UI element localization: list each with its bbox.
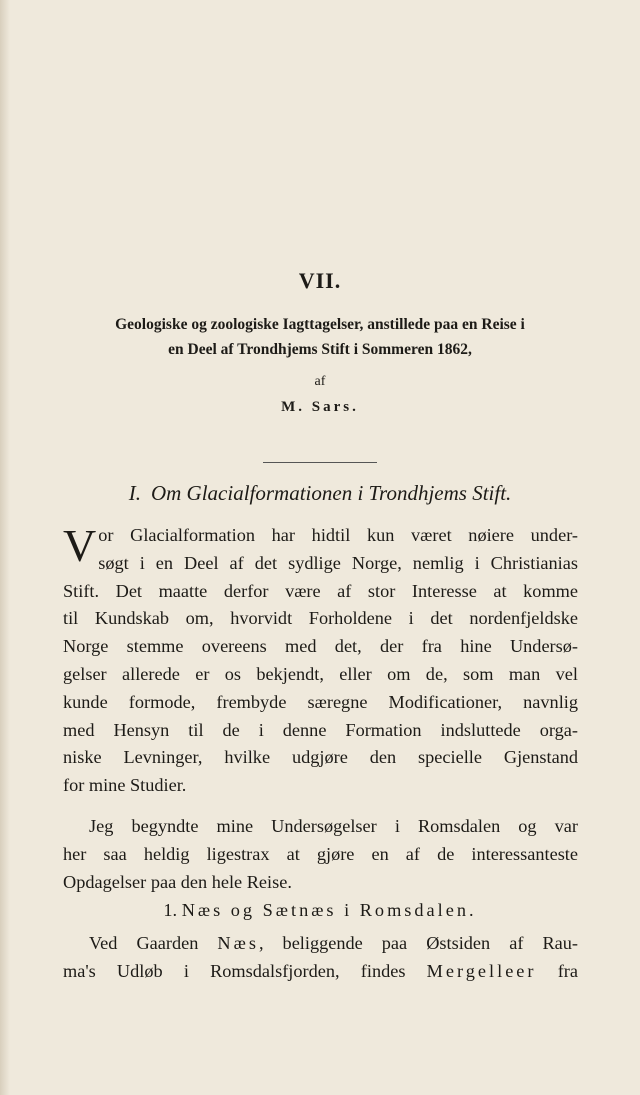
text-line: Norge stemme overeens med det, der fra hine Undersø- xyxy=(63,636,578,657)
text-line: til Kundskab om, hvorvidt Forholdene i det nordenfjeldske xyxy=(63,608,578,629)
subsection-title: Næs og Sætnæs i Romsdalen. xyxy=(181,900,477,920)
subsection-heading xyxy=(0,900,640,921)
text-line: Jeg begyndte mine Undersøgelser i Romsdalen og var xyxy=(89,816,578,836)
emphasized-term: Næs xyxy=(217,933,259,953)
text-line: søgt i en Deel af det sydlige Norge, nemlig i Christianias xyxy=(98,552,578,573)
text-fragment: fra xyxy=(536,960,578,981)
text-line: gelser allerede er os bekjendt, eller om de, som man vel xyxy=(63,663,578,684)
section-title: Om Glacialformationen i Trondhjems Stift. xyxy=(150,481,512,505)
text-line: niske Levninger, hvilke udgjøre den specielle Gjenstand xyxy=(63,747,578,768)
page-binding-shadow xyxy=(0,0,10,1095)
byline: af xyxy=(314,374,326,389)
text-line: her saa heldig ligestrax at gjøre en af de interessanteste xyxy=(63,843,578,864)
text-line xyxy=(63,958,578,986)
paragraph-2 xyxy=(63,813,578,896)
text-line: or Glacialformation har hidtil kun været nøiere under- xyxy=(98,525,578,545)
chapter-number: VII. xyxy=(298,268,342,293)
article-title-line-2: en Deel af Trondhjems Stift i Sommeren 1862, xyxy=(168,341,472,358)
paragraph-3 xyxy=(63,930,578,986)
section-number: I. xyxy=(128,481,141,505)
text-line: kunde formode, frembyde særegne Modificationer, navnlig xyxy=(63,691,578,712)
paragraph-1 xyxy=(63,522,578,800)
article-title-line-1: Geologiske og zoologiske Iagttagelser, anstillede paa en Reise i xyxy=(115,316,525,333)
subsection-number: 1. xyxy=(163,900,178,920)
author-name: M. Sars. xyxy=(281,399,359,415)
text-fragment: Ved Gaarden xyxy=(89,933,218,953)
text-fragment: , beliggende paa Østsiden af Rau- xyxy=(258,933,578,953)
text-line: Opdagelser paa den hele Reise. xyxy=(63,871,292,892)
separator-rule xyxy=(263,462,377,463)
text-line: Stift. Det maatte derfor være af stor Interesse at komme xyxy=(63,580,578,601)
emphasized-term: Mergelleer xyxy=(426,960,537,981)
text-fragment: ma's Udløb i Romsdalsfjorden, findes xyxy=(63,960,427,981)
drop-cap: V xyxy=(63,520,97,571)
text-line xyxy=(63,930,578,958)
text-line: for mine Studier. xyxy=(63,775,187,796)
text-line: med Hensyn til de i denne Formation indsluttede orga- xyxy=(63,719,578,740)
section-heading xyxy=(0,481,640,506)
